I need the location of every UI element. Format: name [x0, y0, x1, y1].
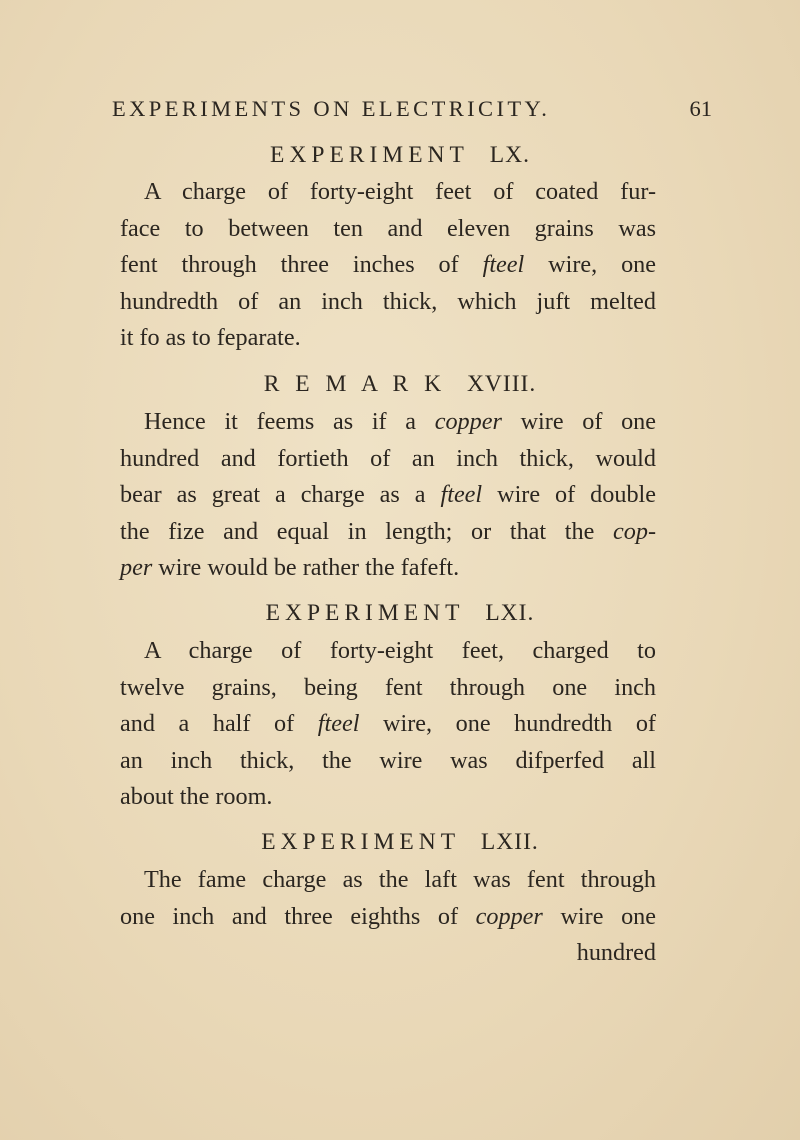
catchword — [120, 935, 656, 972]
text-segment: face to between ten and eleven grains was — [120, 214, 656, 242]
text-line — [120, 899, 656, 936]
text-segment: hundred and fortieth of an inch thick, would — [120, 444, 656, 472]
text-segment: fent through three inches of — [120, 251, 483, 279]
text-segment: the fize and equal in length; or that the — [120, 517, 614, 545]
text-line — [120, 247, 656, 284]
heading-label: R E M A R K — [263, 371, 447, 397]
text-line — [120, 743, 656, 780]
italic-word: copper — [475, 902, 543, 930]
text-line — [120, 441, 656, 478]
heading-number: LXII. — [480, 829, 539, 855]
page-number: 61 — [689, 96, 712, 121]
italic-word: fteel — [482, 251, 525, 279]
text-segment: and a half of — [120, 710, 318, 738]
text-segment: A charge of forty-eight feet of coated fur- — [144, 178, 656, 205]
text-line — [120, 550, 656, 587]
text-segment: A charge of forty-eight feet, charged to — [144, 637, 656, 664]
heading-number: LX. — [489, 142, 530, 168]
text-segment: an inch thick, the wire was difperfed all — [120, 746, 656, 774]
text-segment: about the room. — [120, 783, 273, 811]
italic-word: cop- — [613, 517, 656, 545]
text-line — [120, 174, 656, 211]
heading-label: EXPERIMENT — [261, 829, 461, 855]
text-line — [120, 284, 656, 321]
text-segment: hundredth of an inch thick, which juft melted — [120, 287, 656, 315]
paragraph — [120, 862, 656, 972]
text-segment: twelve grains, being fent through one inch — [120, 673, 656, 701]
running-head — [112, 96, 712, 126]
italic-word: per — [120, 554, 153, 582]
paragraph — [120, 633, 656, 816]
text-segment: hundred — [576, 939, 656, 967]
text-line — [120, 862, 656, 899]
heading-label: EXPERIMENT — [265, 600, 465, 626]
heading-number: LXI. — [485, 600, 535, 626]
text-segment: wire, one — [524, 251, 656, 279]
section-heading — [0, 142, 800, 169]
italic-word: copper — [434, 408, 502, 435]
text-line — [120, 320, 656, 357]
heading-label: EXPERIMENT — [270, 142, 469, 168]
text-line — [120, 514, 656, 551]
text-line — [120, 633, 656, 670]
text-line — [120, 779, 656, 816]
paragraph — [120, 174, 656, 357]
text-line — [120, 706, 656, 743]
section-heading — [0, 829, 800, 856]
section-heading — [0, 371, 800, 398]
section-heading — [0, 600, 800, 627]
text-segment: wire of double — [482, 481, 656, 509]
paragraph — [120, 404, 656, 587]
heading-number: XVIII. — [466, 371, 537, 397]
text-segment: bear as great a charge as a — [120, 481, 441, 509]
italic-word: fteel — [440, 481, 483, 509]
text-segment: one inch and three eighths of — [120, 902, 476, 930]
text-line — [120, 477, 656, 514]
text-segment: it fo as to feparate. — [120, 324, 301, 352]
text-segment: wire, one hundredth of — [359, 710, 656, 738]
text-line — [120, 670, 656, 707]
text-segment: The fame charge as the laft was fent through — [144, 866, 656, 893]
italic-word: fteel — [317, 710, 360, 738]
text-segment: wire would be rather the fafeft. — [152, 554, 460, 582]
text-segment: Hence it feems as if a — [144, 408, 435, 435]
text-segment: wire one — [542, 902, 656, 930]
text-segment: wire of one — [501, 408, 656, 435]
text-line — [120, 211, 656, 248]
text-line — [120, 404, 656, 441]
running-head-title: EXPERIMENTS ON ELECTRICITY. — [112, 96, 551, 121]
